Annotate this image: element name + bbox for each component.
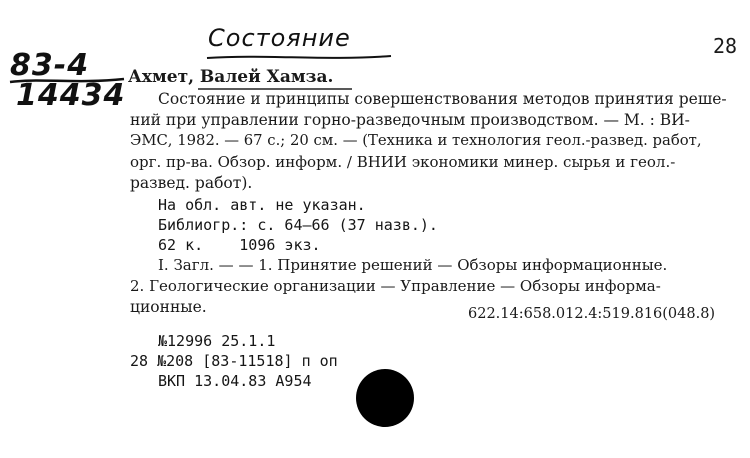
title-line: ний при управлении горно-разведочным производством. — М. : ВИ- <box>130 111 690 129</box>
subject-line: ционные. <box>130 298 207 316</box>
title-line: ЭМС, 1982. — 67 с.; 20 см. — (Техника и технология геол.-развед. работ, <box>130 132 702 149</box>
classification-code: 622.14:658.012.4:519.816(048.8) <box>468 306 716 322</box>
call-number-bottom: 14434 <box>16 78 126 113</box>
note-line: 62 к. 1096 экз. <box>158 236 321 254</box>
title-line: Состояние и принципы совершенствования методов принятия реше- <box>158 90 727 108</box>
note-line: На обл. авт. не указан. <box>158 196 366 214</box>
title-line: орг. пр-ва. Обзор. информ. / ВНИИ экономики минер. сырья и геол.- <box>130 153 676 171</box>
author-heading: Ахмет, Валей Хамза. <box>128 67 334 87</box>
page-number: 28 <box>713 34 738 58</box>
punch-hole <box>356 369 414 427</box>
note-line: Библиогр.: с. 64—66 (37 назв.). <box>158 216 438 234</box>
subject-line: I. Загл. — — 1. Принятие решений — Обзоры информационные. <box>158 256 668 274</box>
tracing-line: 28 №208 [83-11518] п оп <box>130 352 338 370</box>
title-line: развед. работ). <box>130 174 253 192</box>
subject-line: 2. Геологические организации — Управление — Обзоры информа- <box>130 277 661 295</box>
call-number-top: 83-4 <box>10 48 90 83</box>
tracing-line: №12996 25.1.1 <box>158 332 276 350</box>
tracing-line: ВКП 13.04.83 А954 <box>158 372 312 390</box>
handwritten-title: Состояние <box>208 24 351 52</box>
title-underline <box>205 52 395 62</box>
